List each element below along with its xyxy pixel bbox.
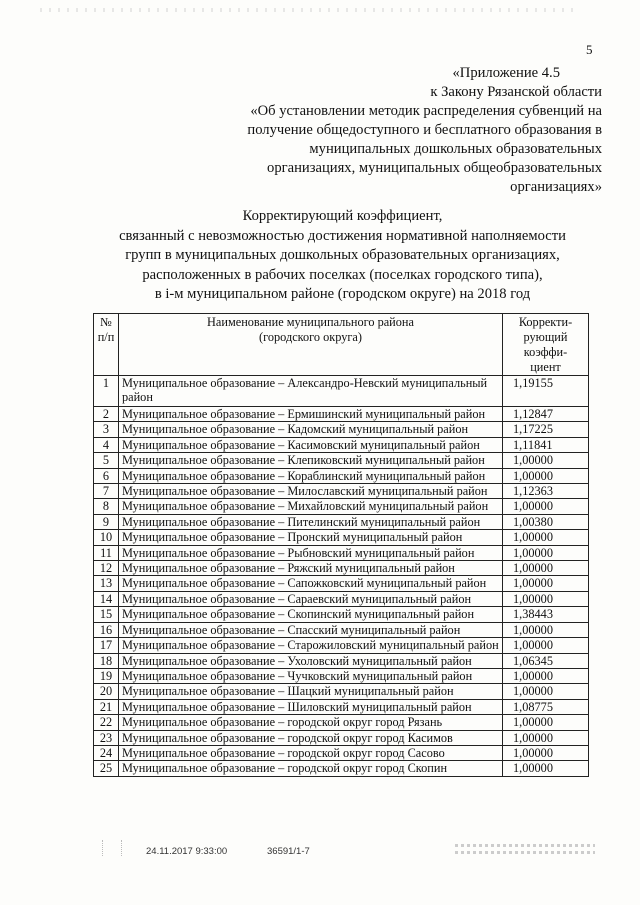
document-title xyxy=(70,207,615,305)
table-row xyxy=(94,745,589,760)
row-number: 20 xyxy=(94,684,119,699)
row-number: 9 xyxy=(94,514,119,529)
row-name: Муниципальное образование – Шиловский муниципальный район xyxy=(119,699,503,714)
header-name xyxy=(119,314,503,376)
row-number: 19 xyxy=(94,668,119,683)
title-line: Корректирующий коэффициент, xyxy=(242,208,443,224)
row-coefficient: 1,00000 xyxy=(503,730,589,745)
row-coefficient: 1,00000 xyxy=(503,684,589,699)
table-row xyxy=(94,468,589,483)
table-row xyxy=(94,499,589,514)
row-coefficient: 1,38443 xyxy=(503,607,589,622)
row-coefficient: 1,00000 xyxy=(503,530,589,545)
row-number: 25 xyxy=(94,761,119,776)
table-row xyxy=(94,761,589,776)
header-coef-line: коэффи- xyxy=(523,345,568,359)
row-number: 16 xyxy=(94,622,119,637)
row-name: Муниципальное образование – Шацкий муниципальный район xyxy=(119,684,503,699)
row-coefficient: 1,00000 xyxy=(503,761,589,776)
header-coef-line: Корректи- xyxy=(518,315,573,329)
row-name: Муниципальное образование – городской округ город Сасово xyxy=(119,745,503,760)
row-number: 17 xyxy=(94,638,119,653)
table-row xyxy=(94,653,589,668)
row-name: Муниципальное образование – Старожиловский муниципальный район xyxy=(119,638,503,653)
row-coefficient: 1,12363 xyxy=(503,484,589,499)
table-row xyxy=(94,376,589,407)
row-name: Муниципальное образование – городской округ город Скопин xyxy=(119,761,503,776)
row-coefficient: 1,00000 xyxy=(503,745,589,760)
header-coef-line: рующий xyxy=(523,330,568,344)
table-row xyxy=(94,407,589,422)
table-row xyxy=(94,545,589,560)
row-number: 2 xyxy=(94,407,119,422)
row-number: 18 xyxy=(94,653,119,668)
appendix-line: организациях» xyxy=(510,179,602,195)
appendix-line: организациях, муниципальных общеобразовательных xyxy=(267,160,602,176)
table-row xyxy=(94,730,589,745)
row-name: Муниципальное образование – Сараевский муниципальный район xyxy=(119,591,503,606)
row-number: 22 xyxy=(94,715,119,730)
row-name: Муниципальное образование – Александро-Невский муниципальный район xyxy=(119,376,503,407)
row-name: Муниципальное образование – Касимовский муниципальный район xyxy=(119,437,503,452)
footer-reg-number: 36591/1-7 xyxy=(267,846,310,857)
row-number: 3 xyxy=(94,422,119,437)
row-name: Муниципальное образование – Милославский муниципальный район xyxy=(119,484,503,499)
row-coefficient: 1,19155 xyxy=(503,376,589,407)
row-number: 4 xyxy=(94,437,119,452)
footer-datetime: 24.11.2017 9:33:00 xyxy=(146,846,228,857)
appendix-line: получение общедоступного и бесплатного образования в xyxy=(247,122,602,138)
appendix-line: «Об установлении методик распределения субвенций на xyxy=(250,103,602,119)
faint-stamp xyxy=(455,840,595,860)
header-coefficient xyxy=(503,314,589,376)
row-coefficient: 1,11841 xyxy=(503,437,589,452)
row-number: 1 xyxy=(94,376,119,407)
table-row xyxy=(94,576,589,591)
table-row xyxy=(94,514,589,529)
row-name: Муниципальное образование – Скопинский муниципальный район xyxy=(119,607,503,622)
row-number: 23 xyxy=(94,730,119,745)
table-row xyxy=(94,638,589,653)
row-coefficient: 1,12847 xyxy=(503,407,589,422)
title-line: связанный с невозможностью достижения нормативной наполняемости xyxy=(119,227,566,244)
coefficient-table xyxy=(93,313,589,777)
header-name-line: (городского округа) xyxy=(259,330,362,344)
appendix-line: муниципальных дошкольных образовательных xyxy=(309,141,602,157)
row-coefficient: 1,00000 xyxy=(503,668,589,683)
title-line: расположенных в рабочих поселках (поселках городского типа), xyxy=(142,266,543,283)
row-name: Муниципальное образование – Чучковский муниципальный район xyxy=(119,668,503,683)
row-coefficient: 1,00000 xyxy=(503,576,589,591)
row-number: 11 xyxy=(94,545,119,560)
row-number: 8 xyxy=(94,499,119,514)
appendix-line: «Приложение 4.5 xyxy=(452,65,560,81)
row-name: Муниципальное образование – Ряжский муниципальный район xyxy=(119,561,503,576)
row-number: 5 xyxy=(94,453,119,468)
row-number: 7 xyxy=(94,484,119,499)
row-name: Муниципальное образование – Спасский муниципальный район xyxy=(119,622,503,637)
row-name: Муниципальное образование – Пронский муниципальный район xyxy=(119,530,503,545)
appendix-reference xyxy=(182,64,602,197)
title-line: в i-м муниципальном районе (городском округе) на 2018 год xyxy=(154,286,531,302)
row-number: 10 xyxy=(94,530,119,545)
row-coefficient: 1,00380 xyxy=(503,514,589,529)
row-number: 14 xyxy=(94,591,119,606)
row-name: Муниципальное образование – городской округ город Касимов xyxy=(119,730,503,745)
header-number-line: № xyxy=(100,315,112,329)
table-row xyxy=(94,453,589,468)
row-number: 15 xyxy=(94,607,119,622)
row-coefficient: 1,06345 xyxy=(503,653,589,668)
row-number: 6 xyxy=(94,468,119,483)
row-number: 24 xyxy=(94,745,119,760)
row-coefficient: 1,08775 xyxy=(503,699,589,714)
row-name: Муниципальное образование – Кораблинский муниципальный район xyxy=(119,468,503,483)
table-row xyxy=(94,422,589,437)
row-name: Муниципальное образование – городской округ город Рязань xyxy=(119,715,503,730)
table-row xyxy=(94,530,589,545)
row-coefficient: 1,00000 xyxy=(503,545,589,560)
row-name: Муниципальное образование – Михайловский муниципальный район xyxy=(119,499,503,514)
row-coefficient: 1,00000 xyxy=(503,453,589,468)
table-row xyxy=(94,684,589,699)
row-coefficient: 1,00000 xyxy=(503,561,589,576)
table-row xyxy=(94,715,589,730)
row-coefficient: 1,17225 xyxy=(503,422,589,437)
row-number: 21 xyxy=(94,699,119,714)
header-number xyxy=(94,314,119,376)
table-row xyxy=(94,561,589,576)
scan-noise xyxy=(40,8,580,12)
row-coefficient: 1,00000 xyxy=(503,638,589,653)
header-name-line: Наименование муниципального района xyxy=(207,315,414,329)
header-number-line: п/п xyxy=(97,330,115,344)
row-name: Муниципальное образование – Ермишинский муниципальный район xyxy=(119,407,503,422)
table-row xyxy=(94,484,589,499)
title-line: групп в муниципальных дошкольных образовательных организациях, xyxy=(125,247,560,263)
row-number: 13 xyxy=(94,576,119,591)
row-coefficient: 1,00000 xyxy=(503,468,589,483)
table-row xyxy=(94,607,589,622)
header-coef-line: циент xyxy=(530,360,561,374)
table-row xyxy=(94,668,589,683)
row-name: Муниципальное образование – Ухоловский муниципальный район xyxy=(119,653,503,668)
row-coefficient: 1,00000 xyxy=(503,715,589,730)
row-coefficient: 1,00000 xyxy=(503,499,589,514)
row-name: Муниципальное образование – Клепиковский муниципальный район xyxy=(119,453,503,468)
table-row xyxy=(94,699,589,714)
row-number: 12 xyxy=(94,561,119,576)
table-header-row xyxy=(94,314,589,376)
row-name: Муниципальное образование – Рыбновский муниципальный район xyxy=(119,545,503,560)
row-coefficient: 1,00000 xyxy=(503,622,589,637)
scan-mark xyxy=(102,840,122,856)
row-coefficient: 1,00000 xyxy=(503,591,589,606)
page-number: 5 xyxy=(586,42,593,57)
table-row xyxy=(94,622,589,637)
row-name: Муниципальное образование – Кадомский муниципальный район xyxy=(119,422,503,437)
table-row xyxy=(94,591,589,606)
table-row xyxy=(94,437,589,452)
row-name: Муниципальное образование – Пителинский муниципальный район xyxy=(119,514,503,529)
row-name: Муниципальное образование – Сапожковский муниципальный район xyxy=(119,576,503,591)
appendix-line: к Закону Рязанской области xyxy=(430,84,602,100)
